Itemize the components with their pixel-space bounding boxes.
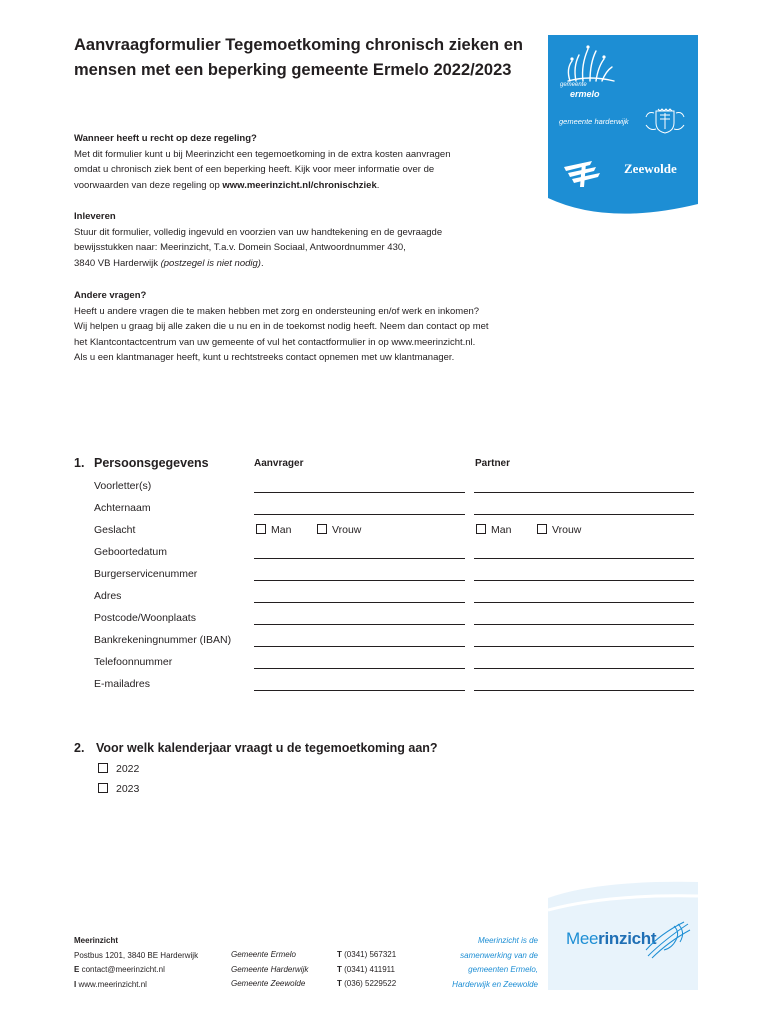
label-postcode: Postcode/Woonplaats <box>94 612 196 624</box>
footer-note-line-3: gemeenten Ermelo, <box>468 965 538 974</box>
footer-web-line <box>74 978 198 993</box>
field-partner-bsn[interactable] <box>474 580 694 581</box>
tel-prefix: T <box>337 979 342 988</box>
column-partner: Partner <box>475 458 511 469</box>
tel-ermelo: (0341) 567321 <box>344 950 397 959</box>
field-partner-adres[interactable] <box>474 602 694 603</box>
section-2-text: Voor welk kalenderjaar vraagt u de tegemoetkoming aan? <box>96 741 438 755</box>
field-aanvrager-voorletters[interactable] <box>254 492 465 493</box>
footer-email-prefix: E <box>74 965 80 974</box>
field-partner-achternaam[interactable] <box>474 514 694 515</box>
label-2022: 2022 <box>116 763 140 775</box>
section-1-title: Persoonsgegevens <box>94 456 209 470</box>
inleveren-line-3 <box>74 256 549 272</box>
ermelo-logo-text <box>560 81 600 99</box>
footer-note-line-4: Harderwijk en Zeewolde <box>452 979 538 989</box>
field-aanvrager-geboortedatum[interactable] <box>254 558 465 559</box>
checkbox-aanvrager-man[interactable] <box>256 524 266 534</box>
footer-contact <box>74 934 198 992</box>
footer-note <box>420 934 538 992</box>
footer-gemeente-ermelo: Gemeente Ermelo <box>231 950 296 959</box>
footer-gemeente-zeewolde: Gemeente Zeewolde <box>231 979 306 988</box>
footer-telefoons <box>337 948 396 992</box>
meerinzicht-logo-rest: rinzicht <box>598 929 657 948</box>
field-partner-postcode[interactable] <box>474 624 694 625</box>
field-aanvrager-telefoon[interactable] <box>254 668 465 669</box>
field-partner-iban[interactable] <box>474 646 694 647</box>
footer-web-prefix: I <box>74 979 77 989</box>
tel-prefix: T <box>337 950 342 959</box>
footer-note-line-2: samenwerking van de <box>460 950 538 960</box>
label-adres: Adres <box>94 590 122 602</box>
footer-web[interactable]: www.meerinzicht.nl <box>78 979 147 989</box>
footer-note-line-1: Meerinzicht is de <box>477 936 538 945</box>
meerinzicht-swirl-icon <box>644 920 694 960</box>
label-telefoon: Telefoonnummer <box>94 656 173 668</box>
label-bsn: Burgerservicenummer <box>94 568 198 580</box>
field-aanvrager-achternaam[interactable] <box>254 514 465 515</box>
field-partner-voorletters[interactable] <box>474 492 694 493</box>
field-aanvrager-postcode[interactable] <box>254 624 465 625</box>
label-achternaam: Achternaam <box>94 502 151 514</box>
recht-link[interactable]: www.meerinzicht.nl/chronischziek <box>222 179 377 191</box>
label-geslacht: Geslacht <box>94 524 136 536</box>
footer-tel-harderwijk <box>337 963 396 978</box>
recht-line-1: Met dit formulier kunt u bij Meerinzicht een tegemoetkoming in de extra kosten aanvragen <box>74 148 451 160</box>
checkbox-partner-man[interactable] <box>476 524 486 534</box>
page-title <box>74 33 524 83</box>
inleveren-line-3a: 3840 VB Harderwijk <box>74 257 161 269</box>
checkbox-partner-vrouw[interactable] <box>537 524 547 534</box>
label-email: E-mailadres <box>94 678 151 690</box>
logo-wave-decoration <box>548 180 698 220</box>
label-2023: 2023 <box>116 783 140 795</box>
recht-heading: Wanneer heeft u recht op deze regeling? <box>74 133 257 144</box>
vragen-heading: Andere vragen? <box>74 290 147 301</box>
section-recht <box>74 131 549 193</box>
recht-line-3c: . <box>376 179 380 191</box>
footer-email-line <box>74 963 198 978</box>
section-2-question <box>74 741 438 755</box>
meerinzicht-logo-mee: Mee <box>566 929 599 948</box>
ermelo-logo-small: gemeente <box>560 82 587 88</box>
vragen-line-1: Heeft u andere vragen die te maken hebben met zorg en ondersteuning en/of werk en inkomen? <box>74 305 480 317</box>
tel-zeewolde: (036) 5229522 <box>344 979 397 988</box>
inleveren-line-1: Stuur dit formulier, volledig ingevuld en voorzien van uw handtekening en de gevraagde <box>74 226 443 238</box>
label-partner-man: Man <box>491 524 512 536</box>
label-aanvrager-vrouw: Vrouw <box>332 524 362 536</box>
label-geboortedatum: Geboortedatum <box>94 546 167 558</box>
vragen-line-3: het Klantcontactcentrum van uw gemeente of vul het contactformulier in op www.meerinzicht.nl. <box>74 336 476 348</box>
meerinzicht-logo-text <box>566 929 656 949</box>
footer-tel-ermelo <box>337 948 396 963</box>
field-partner-geboortedatum[interactable] <box>474 558 694 559</box>
column-aanvrager: Aanvrager <box>254 458 304 469</box>
field-aanvrager-adres[interactable] <box>254 602 465 603</box>
field-aanvrager-iban[interactable] <box>254 646 465 647</box>
title-line-2: mensen met een beperking gemeente Ermelo 2022/2023 <box>74 61 512 79</box>
section-inleveren <box>74 209 549 271</box>
meerinzicht-logo <box>548 880 698 990</box>
label-iban: Bankrekeningnummer (IBAN) <box>94 634 232 646</box>
field-aanvrager-email[interactable] <box>254 690 465 691</box>
footer-postbus: Postbus 1201, 3840 BE Harderwijk <box>74 950 199 960</box>
footer-org: Meerinzicht <box>74 936 119 945</box>
recht-line-2: omdat u chronisch ziek bent of een beperking heeft. Kijk voor meer informatie over de <box>74 164 435 175</box>
vragen-line-4: Als u een klantmanager heeft, kunt u rechtstreeks contact opnemen met uw klantmanager. <box>74 352 455 363</box>
ermelo-logo-big: ermelo <box>570 89 600 99</box>
inleveren-heading: Inleveren <box>74 211 116 222</box>
vragen-line-2: Wij helpen u graag bij alle zaken die u nu en in de toekomst nodig heeft. Neem dan contact op met <box>74 321 489 332</box>
section-vragen <box>74 288 549 366</box>
harderwijk-crest-icon <box>642 107 688 135</box>
inleveren-line-3b: (postzegel is niet nodig) <box>160 257 261 269</box>
recht-line-3 <box>74 178 549 194</box>
tel-harderwijk: (0341) 411911 <box>344 964 395 974</box>
field-partner-telefoon[interactable] <box>474 668 694 669</box>
section-1-number: 1. <box>74 456 85 470</box>
field-partner-email[interactable] <box>474 690 694 691</box>
harderwijk-logo-text: gemeente harderwijk <box>559 117 629 126</box>
zeewolde-logo-text: Zeewolde <box>624 161 677 176</box>
municipality-logo-block <box>548 35 698 220</box>
label-partner-vrouw: Vrouw <box>552 524 582 536</box>
inleveren-line-3c: . <box>260 257 264 269</box>
footer-gemeente-harderwijk: Gemeente Harderwijk <box>231 964 309 974</box>
tel-prefix: T <box>337 964 342 974</box>
label-aanvrager-man: Man <box>271 524 292 536</box>
field-aanvrager-bsn[interactable] <box>254 580 465 581</box>
label-voorletters: Voorletter(s) <box>94 480 152 492</box>
checkbox-2023[interactable] <box>98 783 108 793</box>
footer-email[interactable]: contact@meerinzicht.nl <box>81 965 165 974</box>
checkbox-aanvrager-vrouw[interactable] <box>317 524 327 534</box>
inleveren-line-2: bewijsstukken naar: Meerinzicht, T.a.v. Domein Sociaal, Antwoordnummer 430, <box>74 242 406 253</box>
footer-tel-zeewolde <box>337 977 396 992</box>
checkbox-2022[interactable] <box>98 763 108 773</box>
title-line-1: Aanvraagformulier Tegemoetkoming chronisch zieken en <box>74 36 523 54</box>
section-2-number: 2. <box>74 741 85 755</box>
recht-line-3a: voorwaarden van deze regeling op <box>74 179 223 191</box>
footer-gemeenten <box>231 948 308 992</box>
